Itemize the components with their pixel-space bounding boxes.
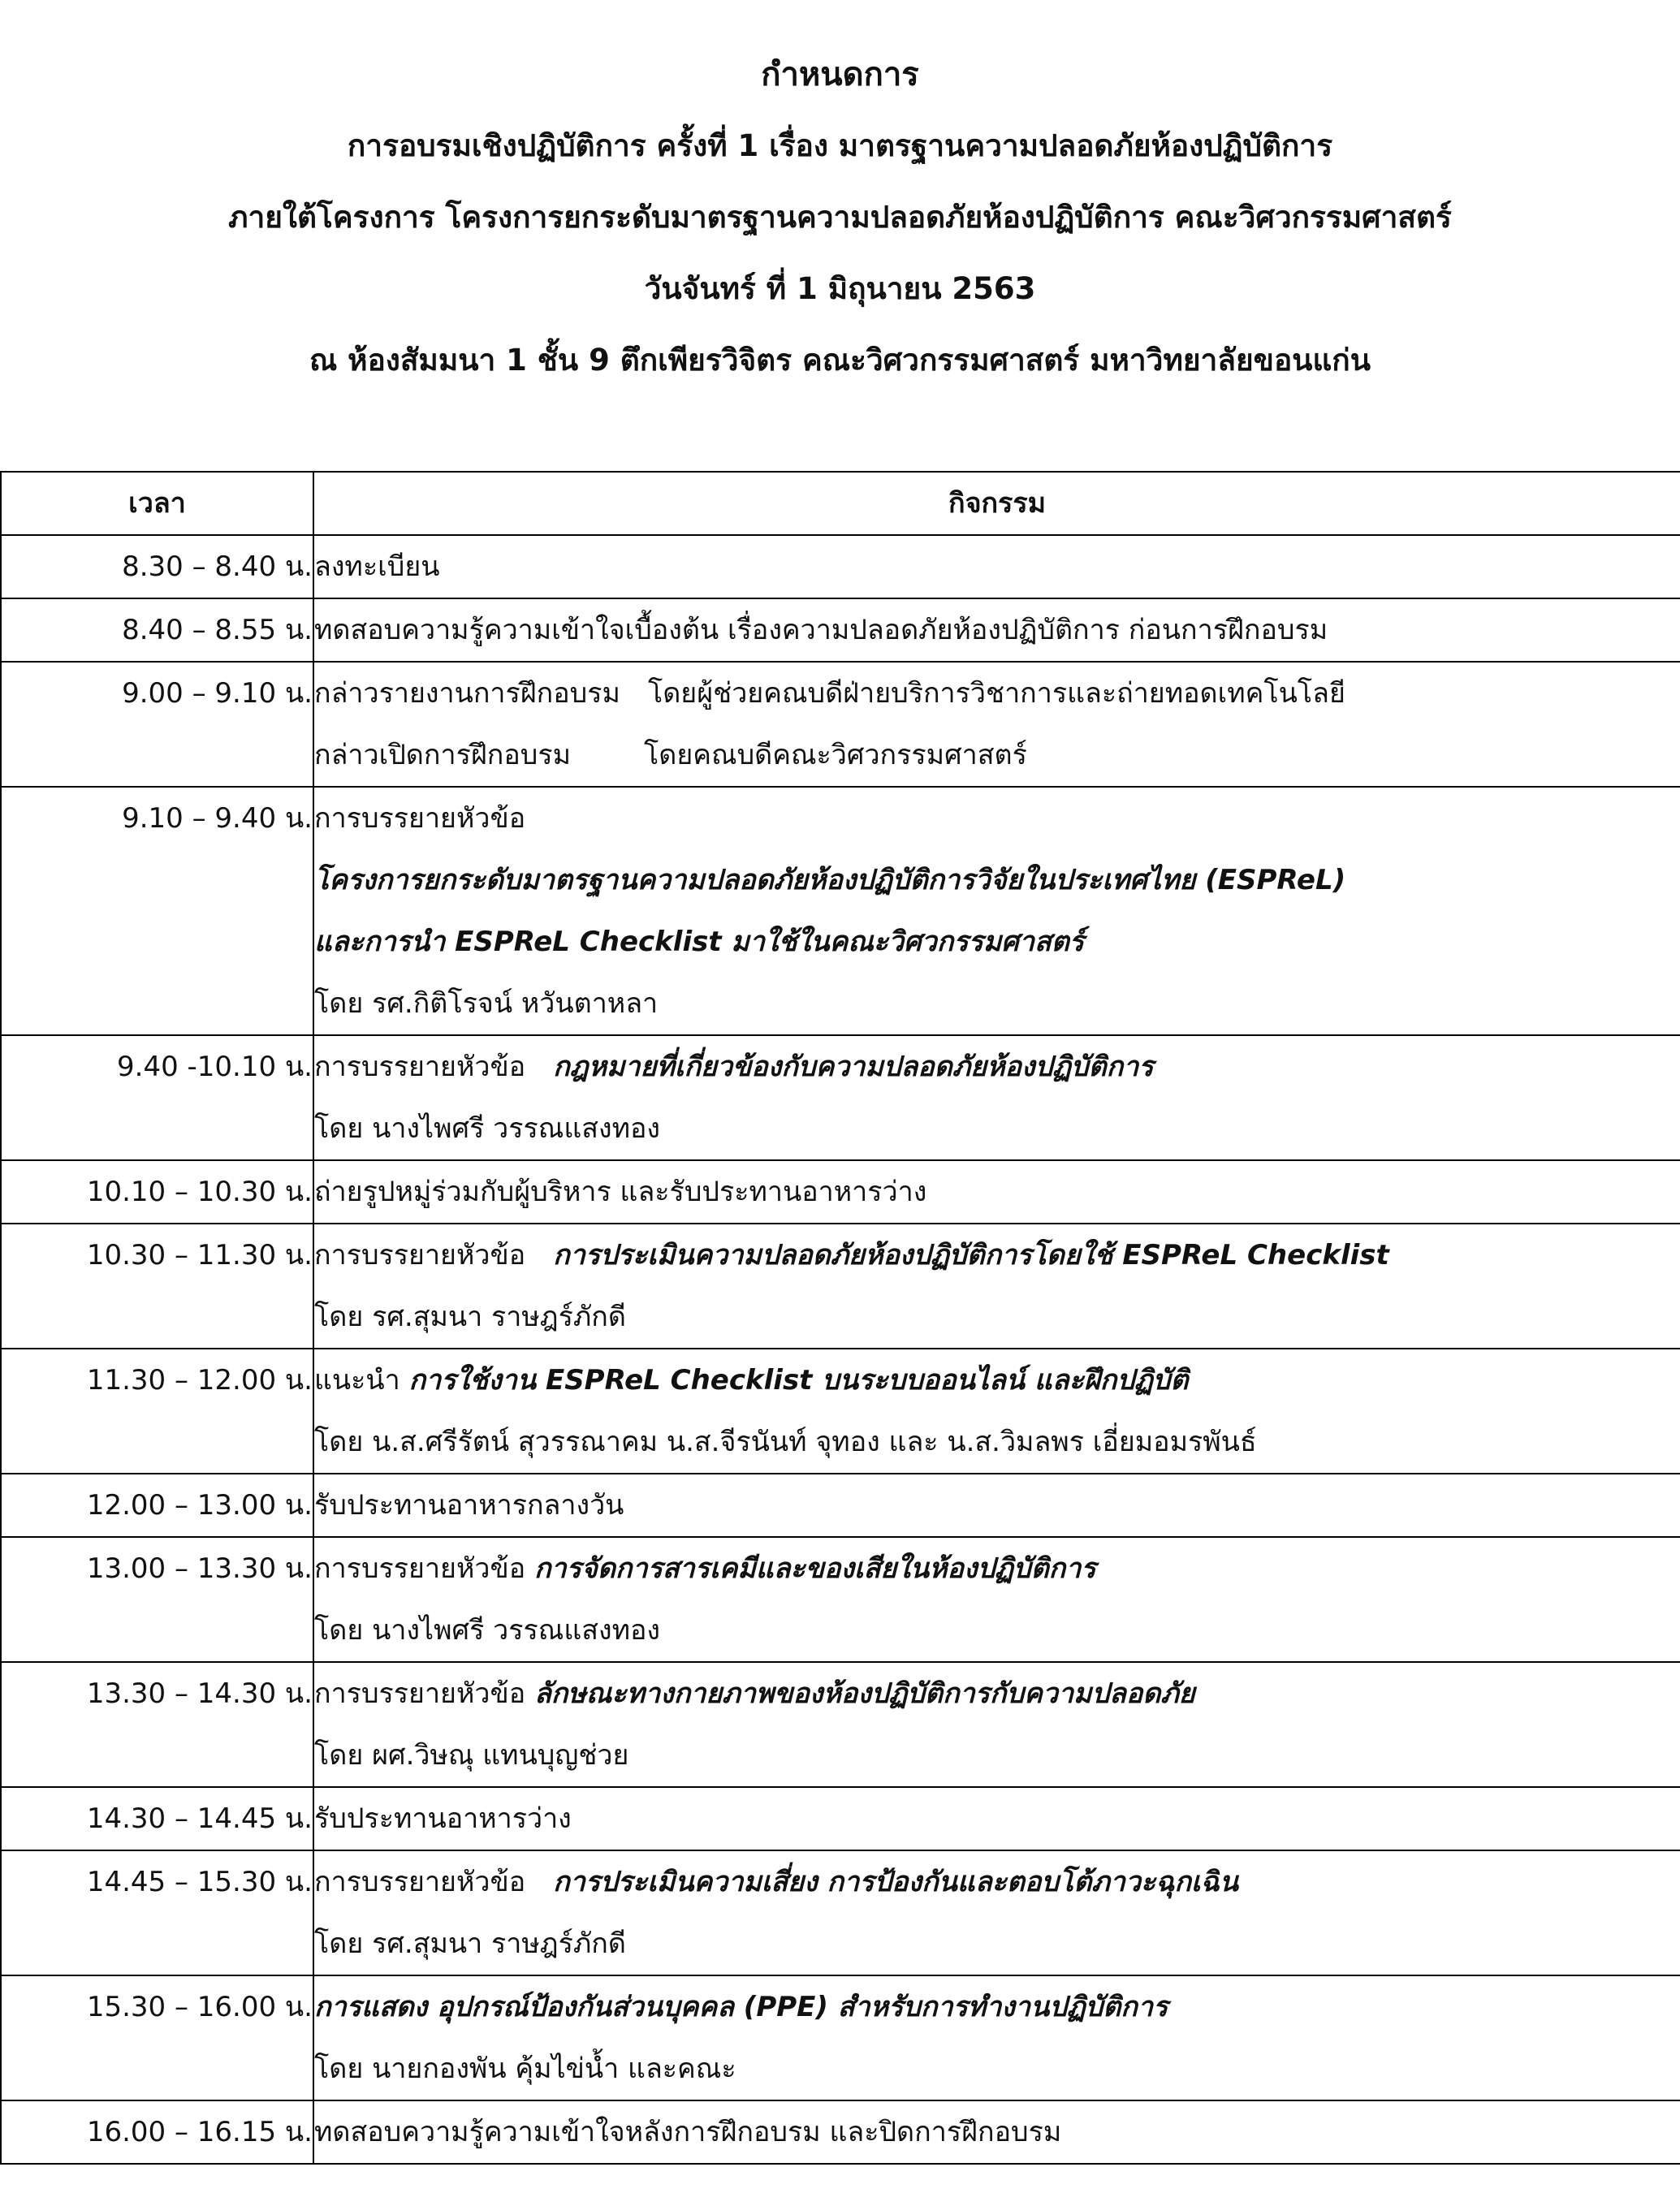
speaker-line: โดย นางไพศรี วรรณแสงทอง: [314, 1614, 661, 1647]
row-activity: [313, 1160, 1680, 1224]
table-header-row: [1, 472, 1680, 535]
row-time: 11.30 – 12.00 น.: [1, 1349, 313, 1474]
activity-text: การบรรยายหัวข้อ: [314, 1051, 526, 1083]
speaker-text: โดยผู้ช่วยคณบดีฝ่ายบริการวิชาการและถ่ายทอดเทคโนโลยี: [647, 677, 1345, 710]
row-activity: [313, 1474, 1680, 1537]
activity-line: [314, 1349, 1680, 1411]
row-time: 14.45 – 15.30 น.: [1, 1850, 313, 1975]
row-time: 13.00 – 13.30 น.: [1, 1537, 313, 1662]
activity-text: แนะนำ: [314, 1364, 400, 1397]
header-activity: กิจกรรม: [313, 472, 1680, 535]
activity-line: [314, 1538, 1680, 1599]
topic-title: การจัดการสารเคมีและของเสียในห้องปฏิบัติการ: [533, 1552, 1096, 1585]
row-activity: [313, 1349, 1680, 1474]
speaker-line: โดย น.ส.ศรีรัตน์ สุวรรณาคม น.ส.จีรนันท์ จุทอง และ น.ส.วิมลพร เอี่ยมอมรพันธ์: [314, 1426, 1257, 1458]
activity-line: [314, 1036, 1680, 1098]
activity-line: ทดสอบความรู้ความเข้าใจเบื้องต้น เรื่องความปลอดภัยห้องปฏิบัติการ ก่อนการฝึกอบรม: [314, 614, 1328, 646]
row-time: 12.00 – 13.00 น.: [1, 1474, 313, 1537]
row-time: 9.00 – 9.10 น.: [1, 662, 313, 787]
event-date: วันจันทร์ ที่ 1 มิถุนายน 2563: [644, 271, 1036, 306]
table-row: [1, 662, 1680, 787]
activity-line: ลงทะเบียน: [314, 550, 440, 583]
row-time: 10.10 – 10.30 น.: [1, 1160, 313, 1224]
activity-text: กล่าวเปิดการฝึกอบรม: [314, 739, 572, 771]
table-row: [1, 787, 1680, 1035]
row-activity: [313, 1850, 1680, 1975]
table-row: [1, 1537, 1680, 1662]
table-row: [1, 1224, 1680, 1349]
table-row: [1, 1474, 1680, 1537]
workshop-title: การอบรมเชิงปฏิบัติการ ครั้งที่ 1 เรื่อง มาตรฐานความปลอดภัยห้องปฏิบัติการ: [347, 128, 1333, 163]
activity-line: [314, 1224, 1680, 1286]
activity-text: การบรรยายหัวข้อ: [314, 1552, 526, 1585]
activity-line: [314, 724, 1680, 786]
activity-line: [314, 1663, 1680, 1725]
row-time: 16.00 – 16.15 น.: [1, 2100, 313, 2164]
activity-line: การบรรยายหัวข้อ: [314, 802, 526, 835]
row-time: 15.30 – 16.00 น.: [1, 1975, 313, 2100]
activity-line: รับประทานอาหารว่าง: [314, 1802, 572, 1835]
speaker-line: โดย นายกองพัน คุ้มไข่น้ำ และคณะ: [314, 2053, 736, 2085]
table-row: [1, 535, 1680, 598]
topic-title: การใช้งาน ESPReL Checklist บนระบบออนไลน์ และฝึกปฏิบัติ: [408, 1364, 1189, 1397]
table-row: [1, 1349, 1680, 1474]
row-activity: [313, 598, 1680, 662]
topic-title: การประเมินความปลอดภัยห้องปฏิบัติการโดยใช้ ESPReL Checklist: [553, 1239, 1389, 1271]
topic-title: การแสดง อุปกรณ์ป้องกันส่วนบุคคล (PPE) สำหรับการทำงานปฏิบัติการ: [314, 1991, 1168, 2023]
speaker-line: โดย นางไพศรี วรรณแสงทอง: [314, 1112, 661, 1145]
row-time: 8.40 – 8.55 น.: [1, 598, 313, 662]
table-row: [1, 598, 1680, 662]
activity-line: [314, 663, 1680, 724]
agenda-table: [0, 471, 1680, 2165]
row-time: 13.30 – 14.30 น.: [1, 1662, 313, 1787]
row-activity: [313, 1975, 1680, 2100]
speaker-line: โดย รศ.สุมนา ราษฎร์ภักดี: [314, 1928, 626, 1960]
table-row: [1, 1975, 1680, 2100]
topic-title: โครงการยกระดับมาตรฐานความปลอดภัยห้องปฏิบัติการวิจัยในประเทศไทย (ESPReL): [314, 864, 1346, 896]
table-row: [1, 1035, 1680, 1160]
row-time: 9.10 – 9.40 น.: [1, 787, 313, 1035]
document-title: กำหนดการ: [761, 56, 919, 93]
activity-text: การบรรยายหัวข้อ: [314, 1239, 526, 1271]
activity-line: ทดสอบความรู้ความเข้าใจหลังการฝึกอบรม และปิดการฝึกอบรม: [314, 2116, 1062, 2148]
activity-text: การบรรยายหัวข้อ: [314, 1866, 526, 1898]
speaker-text: โดยคณบดีคณะวิศวกรรมศาสตร์: [644, 739, 1027, 771]
activity-text: กล่าวรายงานการฝึกอบรม: [314, 677, 620, 710]
topic-title: และการนำ ESPReL Checklist มาใช้ในคณะวิศวกรรมศาสตร์: [314, 926, 1085, 958]
row-activity: [313, 1537, 1680, 1662]
document-header: [0, 57, 1680, 414]
row-time: 8.30 – 8.40 น.: [1, 535, 313, 598]
row-activity: [313, 535, 1680, 598]
activity-text: การบรรยายหัวข้อ: [314, 1677, 526, 1710]
speaker-line: โดย ผศ.วิษณุ แทนบุญช่วย: [314, 1739, 629, 1772]
row-time: 10.30 – 11.30 น.: [1, 1224, 313, 1349]
row-activity: [313, 1035, 1680, 1160]
topic-title: การประเมินความเสี่ยง การป้องกันและตอบโต้ภาวะฉุกเฉิน: [553, 1866, 1238, 1898]
table-row: [1, 1160, 1680, 1224]
row-time: 14.30 – 14.45 น.: [1, 1787, 313, 1850]
topic-title: กฎหมายที่เกี่ยวข้องกับความปลอดภัยห้องปฏิบัติการ: [553, 1051, 1154, 1083]
row-activity: [313, 1224, 1680, 1349]
row-time: 9.40 -10.10 น.: [1, 1035, 313, 1160]
activity-line: รับประทานอาหารกลางวัน: [314, 1489, 624, 1522]
row-activity: [313, 1662, 1680, 1787]
speaker-line: โดย รศ.กิติโรจน์ หวันตาหลา: [314, 987, 659, 1020]
speaker-line: โดย รศ.สุมนา ราษฎร์ภักดี: [314, 1301, 626, 1333]
project-title: ภายใต้โครงการ โครงการยกระดับมาตรฐานความปลอดภัยห้องปฏิบัติการ คณะวิศวกรรมศาสตร์: [228, 200, 1452, 235]
table-row: [1, 1662, 1680, 1787]
header-time: เวลา: [1, 472, 313, 535]
row-activity: [313, 2100, 1680, 2164]
row-activity: [313, 662, 1680, 787]
activity-line: ถ่ายรูปหมู่ร่วมกับผู้บริหาร และรับประทานอาหารว่าง: [314, 1176, 927, 1208]
row-activity: [313, 1787, 1680, 1850]
topic-title: ลักษณะทางกายภาพของห้องปฏิบัติการกับความปลอดภัย: [533, 1677, 1195, 1710]
table-row: [1, 1850, 1680, 1975]
event-venue: ณ ห้องสัมมนา 1 ชั้น 9 ตึกเพียรวิจิตร คณะวิศวกรรมศาสตร์ มหาวิทยาลัยขอนแก่น: [309, 343, 1371, 378]
row-activity: [313, 787, 1680, 1035]
activity-line: [314, 1851, 1680, 1913]
table-row: [1, 1787, 1680, 1850]
table-row: [1, 2100, 1680, 2164]
